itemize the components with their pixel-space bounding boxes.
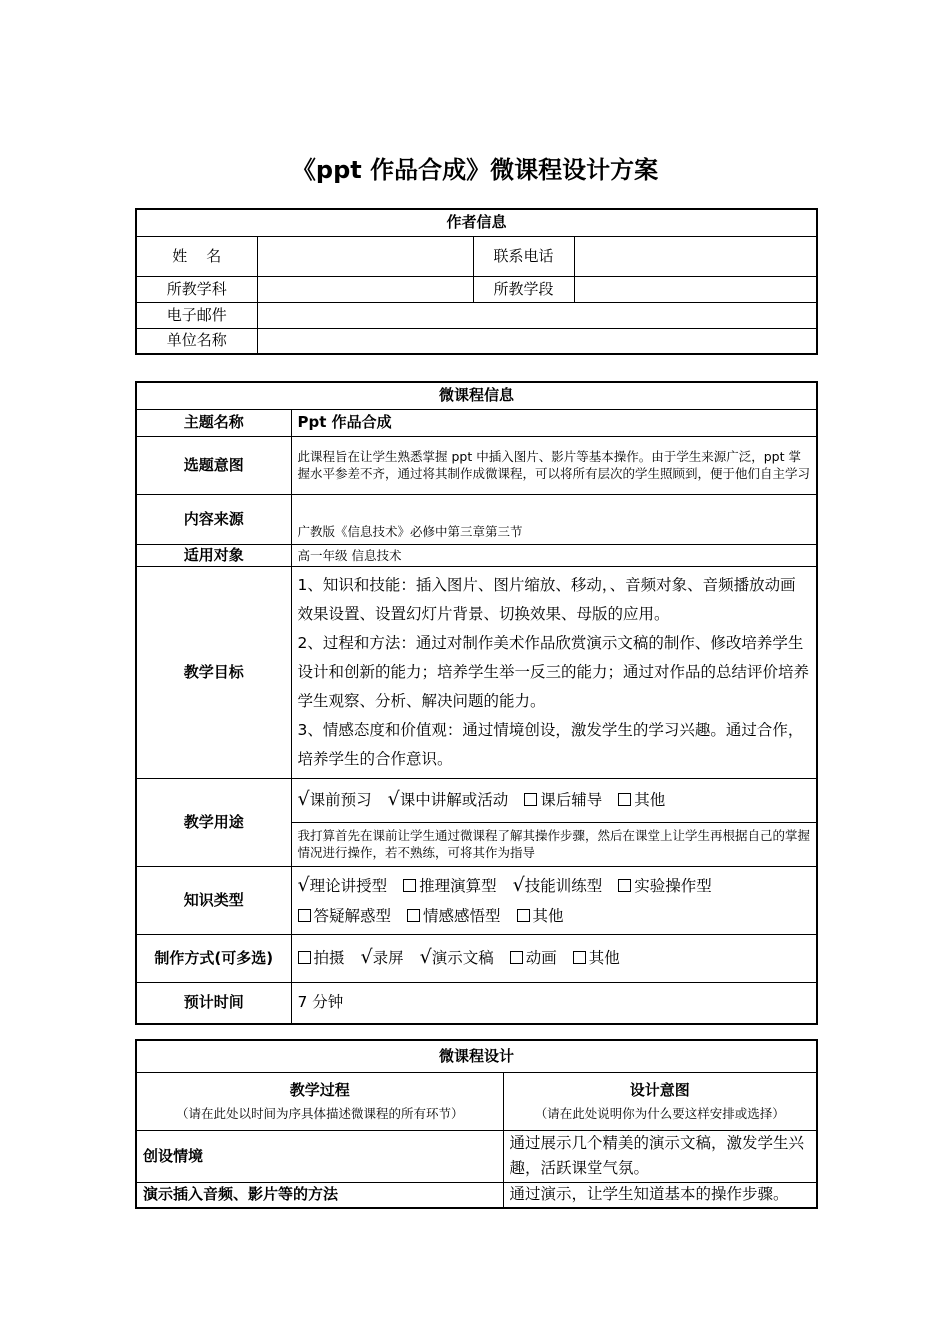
time-label: 预计时间 [136,982,291,1024]
stage-field[interactable] [574,276,817,302]
method-option-label: 其他 [588,949,620,967]
use-option[interactable] [524,791,602,809]
source-label: 内容来源 [136,494,291,544]
knowledge-option[interactable] [403,877,497,895]
topic-label: 主题名称 [136,409,291,436]
method-options [291,934,817,982]
method-option[interactable] [298,949,345,967]
knowledge-label: 知识类型 [136,866,291,934]
knowledge-option[interactable] [512,874,603,896]
method-option-label: 动画 [525,949,557,967]
process-hint: （请在此处以时间为序具体描述微课程的所有环节） [175,1106,464,1121]
topic-value: Ppt 作品合成 [291,409,817,436]
checkbox-icon [618,879,631,892]
checkmark-icon: √ [419,946,432,968]
use-option[interactable] [387,788,509,810]
knowledge-option-label: 答疑解惑型 [313,907,392,925]
use-option-label: 课前预习 [309,791,372,809]
use-option[interactable] [297,788,372,810]
knowledge-option-label: 技能训练型 [524,877,603,895]
author-info-table [135,208,818,355]
knowledge-option[interactable] [298,907,392,925]
unit-label: 单位名称 [136,328,257,354]
checkbox-icon [618,793,631,806]
intent-value: 此课程旨在让学生熟悉掌握 ppt 中插入图片、影片等基本操作。由于学生来源广泛，ppt 掌握水平参差不齐，通过将其制作成微课程，可以将所有层次的学生照顾到，便于他们自主学习 [291,436,817,494]
use-option-label: 课后辅导 [540,791,603,809]
process-header: 教学过程 [289,1081,350,1099]
checkbox-icon [510,951,523,964]
course-info-table [135,381,818,1025]
method-option[interactable] [510,949,557,967]
knowledge-option[interactable] [618,877,712,895]
checkmark-icon: √ [360,946,373,968]
goal-label: 教学目标 [136,566,291,778]
design-row-process: 创设情境 [136,1130,503,1182]
course-design-table [135,1039,818,1209]
knowledge-option[interactable] [517,907,564,925]
method-option[interactable] [573,949,620,967]
method-label: 制作方式(可多选) [136,934,291,982]
knowledge-option-label: 理论讲授型 [309,877,388,895]
checkmark-icon: √ [297,788,310,810]
knowledge-options [291,866,817,934]
knowledge-option[interactable] [297,874,388,896]
process-header-cell [136,1072,503,1130]
knowledge-option[interactable] [407,907,501,925]
knowledge-option-label: 实验操作型 [634,877,712,895]
goal-item: 2、过程和方法：通过对制作美术作品欣赏演示文稿的制作、修改培养学生设计和创新的能力；培养学生举一反三的能力；通过对作品的总结评价培养学生观察、分析、解决问题的能力。 [297,633,810,710]
email-field[interactable] [257,302,817,328]
target-value: 高一年级 信息技术 [291,544,817,566]
method-option[interactable] [360,946,404,968]
phone-label: 联系电话 [473,236,574,276]
goal-list [291,566,817,778]
checkmark-icon: √ [297,874,310,896]
use-note: 我打算首先在课前让学生通过微课程了解其操作步骤，然后在课堂上让学生再根据自己的掌握情况进行操作，若不熟练，可将其作为指导 [291,822,817,866]
checkbox-icon [298,909,311,922]
subject-field[interactable] [257,276,473,302]
email-label: 电子邮件 [136,302,257,328]
intent-header: 设计意图 [629,1081,690,1099]
author-info-header: 作者信息 [136,209,817,236]
goal-item: 3、情感态度和价值观：通过情境创设，激发学生的学习兴趣。通过合作，培养学生的合作意识。 [297,720,804,768]
design-row-intent: 通过展示几个精美的演示文稿，激发学生兴趣，活跃课堂气氛。 [503,1130,817,1182]
design-row-process: 演示插入音频、影片等的方法 [136,1182,503,1208]
checkbox-icon [403,879,416,892]
checkbox-icon [524,793,537,806]
use-option[interactable] [618,791,665,809]
target-label: 适用对象 [136,544,291,566]
knowledge-option-label: 情感感悟型 [423,907,501,925]
use-option-label: 课中讲解或活动 [399,791,509,809]
use-option-label: 其他 [634,791,666,809]
checkbox-icon [298,951,311,964]
page-title: 《ppt 作品合成》微课程设计方案 [291,156,659,184]
checkbox-icon [517,909,530,922]
checkbox-icon [573,951,586,964]
method-option-label: 演示文稿 [431,949,494,967]
goal-item: 1、知识和技能：插入图片、图片缩放、移动，、音频对象、音频播放动画效果设置、设置幻灯片背景、切换效果、母版的应用。 [297,575,796,623]
subject-label: 所教学科 [136,276,257,302]
intent-hint: （请在此处说明你为什么要这样安排或选择） [534,1106,785,1121]
checkbox-icon [407,909,420,922]
checkmark-icon: √ [512,874,525,896]
method-option-label: 录屏 [372,949,404,967]
source-value: 广教版《信息技术》必修中第三章第三节 [291,494,817,544]
checkmark-icon: √ [387,788,400,810]
method-option[interactable] [419,946,494,968]
design-row-intent: 通过演示，让学生知道基本的操作步骤。 [503,1182,817,1208]
knowledge-option-label: 其他 [532,907,564,925]
course-info-header: 微课程信息 [136,382,817,409]
phone-field[interactable] [574,236,817,276]
name-field[interactable] [257,236,473,276]
unit-field[interactable] [257,328,817,354]
name-label: 姓 名 [136,236,257,276]
intent-label: 选题意图 [136,436,291,494]
method-option-label: 拍摄 [313,949,345,967]
intent-header-cell [503,1072,817,1130]
use-label: 教学用途 [136,778,291,866]
knowledge-option-label: 推理演算型 [419,877,497,895]
stage-label: 所教学段 [473,276,574,302]
use-options [291,778,817,822]
course-design-header: 微课程设计 [136,1040,817,1072]
time-value: 7 分钟 [291,982,817,1024]
